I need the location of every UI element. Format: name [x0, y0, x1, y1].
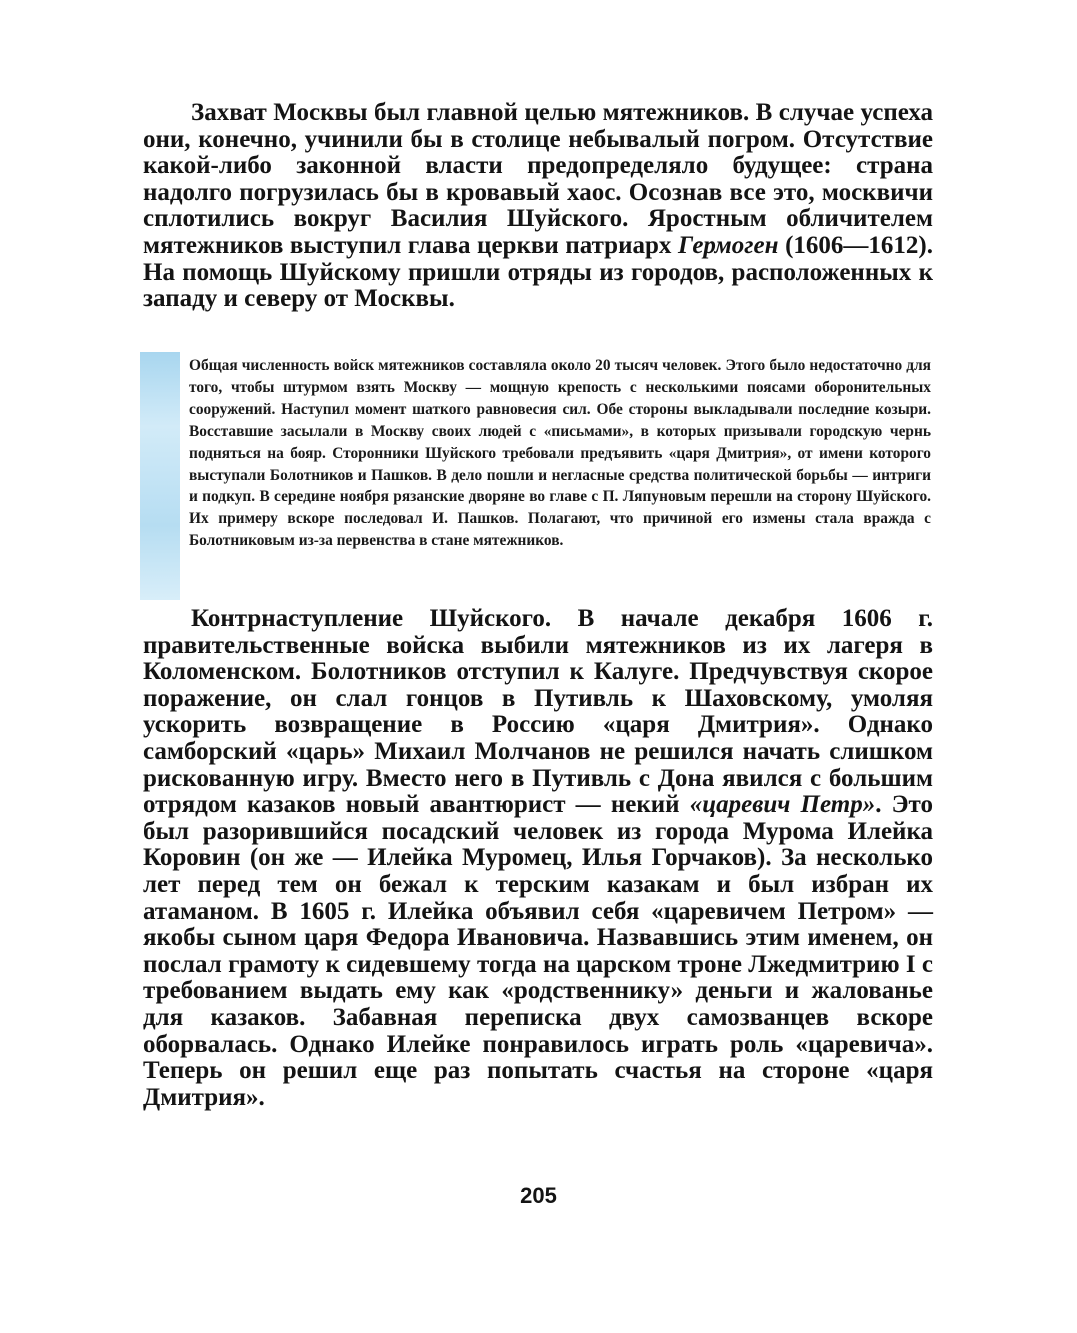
hermogenes-name: Гермоген	[677, 231, 779, 259]
paragraph-moscow-capture	[143, 100, 933, 313]
paragraph-1-text: Захват Москвы был главной целью мятежников. В случае успеха они, конечно, учинили бы в столице небывалый погром. Отсутствие какой-либо законной власти предопределяло будущее: страна надолго погрузилась бы в кровавый хаос. Осознав все это, москвичи сплотились вокруг Василия Шуйского. Яростным обличителем мятежников выступил глава церкви патриарх	[143, 99, 933, 259]
paragraph-text	[143, 606, 933, 1111]
sidebar-note-text: Общая численность войск мятежников составляла около 20 тысяч человек. Этого было недостаточно для того, чтобы штурмом взять Москву — мощную крепость с несколькими поясами оборонительных сооружений. Наступил момент шаткого равновесия сил. Обе стороны выкладывали последние козыри. Восставшие засылали в Москву своих людей с «письмами», в которых призывали городскую чернь подняться на бояр. Сторонники Шуйского требовали предъявить «царя Дмитрия», от имени которого выступали Болотников и Пашков. В дело пошли и негласные средства политической борьбы — интриги и подкуп. В середине ноября рязанские дворяне во главе с П. Ляпуновым перешли на сторону Шуйского. Их примеру вскоре последовал И. Пашков. Полагают, что причиной его измены стала вражда с Болотниковым из-за первенства в стане мятежников.	[189, 357, 931, 550]
tsarevich-petr-name: «царевич Петр»	[689, 791, 876, 819]
paragraph-2-text-a: В начале декабря 1606 г. правительственные войска выбили мятежников из их лагеря в Коломенском. Болотников отступил к Калуге. Предчувствуя скорое поражение, он слал гонцов в Путивль к Шаховскому, умоляя ускорить возвращение в Россию «царя Дмитрия». Однако самборский «царь» Михаил Молчанов не решился начать слишком рискованную игру. Вместо него в Путивль с Дона явился с большим отрядом казаков новый авантюрист — некий	[143, 605, 933, 819]
paragraph-text	[143, 100, 933, 313]
paragraph-counteroffensive	[143, 606, 933, 1111]
sidebar-accent-bar	[140, 352, 180, 600]
page-number: 205	[520, 1183, 557, 1208]
section-heading: Контрнаступление Шуйского.	[191, 605, 552, 632]
sidebar-note	[189, 355, 931, 552]
paragraph-2-text-b: . Это был разорившийся посадский человек из города Мурома Илейка Коровин (он же — Илейка Муромец, Илья Горчаков). За несколько лет перед тем он бежал к терским казакам и был избран их атаманом. В 1605 г. Илейка объявил себя «царевичем Петром» — якобы сыном царя Федора Ивановича. Назвавшись этим именем, он послал грамоту к сидевшему тогда на царском троне Лжедмитрию I с требованием выдать ему как «родственнику» деньги и жалованье для казаков. Забавная переписка двух самозванцев вскоре оборвалась. Однако Илейке понравилось играть роль «царевича». Теперь он решил еще раз попытать счастья на стороне «царя Дмитрия».	[143, 791, 934, 1111]
paragraph-1-end: (1606—1612). На помощь Шуйскому пришли отряды из городов, расположенных к западу и северу от Москвы.	[143, 231, 933, 313]
